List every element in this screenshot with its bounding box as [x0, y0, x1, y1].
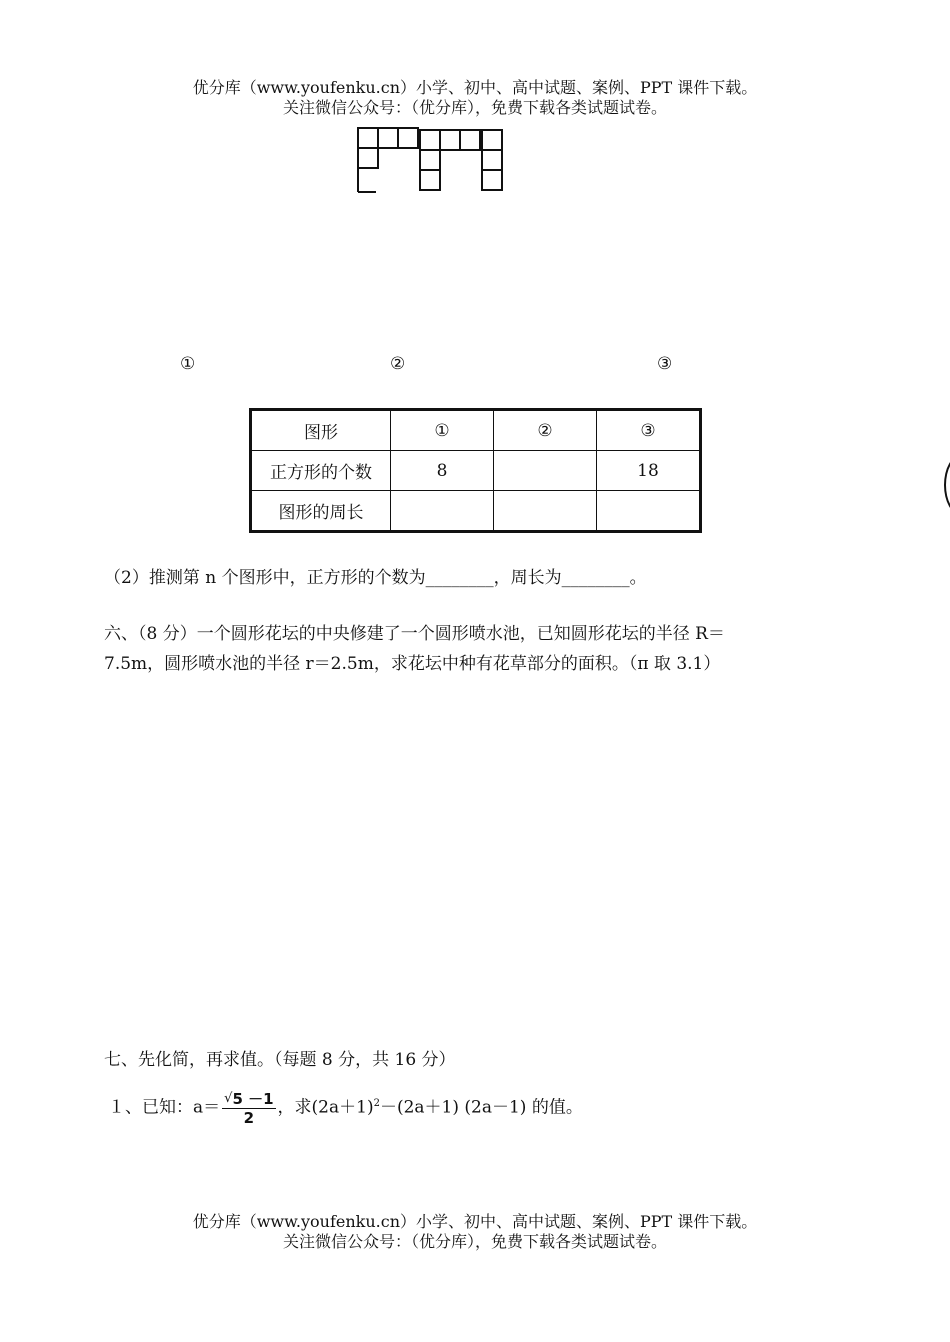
table-cell [597, 491, 701, 532]
table-row [251, 491, 701, 532]
pattern-square [420, 170, 440, 190]
question-7-item-1 [108, 1084, 583, 1128]
header-line-2: 关注微信公众号：（优分库），免费下载各类试题试卷。 [282, 98, 667, 117]
figure-label-1: ① [180, 354, 196, 374]
table-header-row [251, 410, 701, 451]
item-1-prefix: １、已知：a＝ [108, 1097, 221, 1118]
square-pattern-figure [350, 122, 510, 196]
table-header-cell: 图形 [251, 410, 391, 451]
table-row-label: 正方形的个数 [251, 451, 391, 491]
question-5-part-2: （2）推测第 n 个图形中，正方形的个数为________，周长为________。 [104, 568, 647, 588]
fraction-denominator: 2 [243, 1108, 255, 1127]
pattern-square [420, 130, 440, 150]
item-1-mid: ，求(2a＋1) [277, 1097, 374, 1118]
pattern-square [482, 130, 502, 150]
pattern-square [358, 148, 378, 168]
table-header-cell: ③ [597, 410, 701, 451]
table-header-cell: ① [391, 410, 494, 451]
pattern-square [398, 128, 418, 148]
question-6-line-1: 六、（8 分）一个圆形花坛的中央修建了一个圆形喷水池，已知圆形花坛的半径 R＝ [104, 624, 725, 644]
exponent: 2 [373, 1098, 380, 1109]
question-6-line-2: 7.5m，圆形喷水池的半径 r＝2.5m，求花坛中种有花草部分的面积。（π 取 3.1） [104, 654, 721, 674]
table-row-label: 图形的周长 [251, 491, 391, 532]
table-cell [494, 491, 597, 532]
figure-label-3: ③ [657, 354, 673, 374]
table-header-cell: ② [494, 410, 597, 451]
fraction-expression [222, 1090, 275, 1127]
pattern-square [420, 150, 440, 170]
table-cell [391, 491, 494, 532]
table-cell [494, 451, 597, 491]
header-line-1: 优分库（www.youfenku.cn）小学、初中、高中试题、案例、PPT 课件下载。 [192, 78, 758, 97]
table-cell: 18 [597, 451, 701, 491]
footer-line-1: 优分库（www.youfenku.cn）小学、初中、高中试题、案例、PPT 课件下载。 [192, 1212, 758, 1231]
question-7-title: 七、先化简，再求值。（每题 8 分，共 16 分） [104, 1050, 456, 1070]
pattern-square [378, 128, 398, 148]
figure-label-2: ② [390, 354, 406, 374]
pattern-square [440, 130, 460, 150]
sqrt-symbol: √ [224, 1090, 233, 1106]
pattern-square [358, 128, 378, 148]
table-cell: 8 [391, 451, 494, 491]
item-1-suffix: －(2a＋1) (2a－1) 的值。 [379, 1097, 583, 1118]
footer-line-2: 关注微信公众号：（优分库），免费下载各类试题试卷。 [282, 1232, 667, 1251]
margin-arc-decoration [944, 455, 950, 515]
table-row [251, 451, 701, 491]
pattern-square [482, 170, 502, 190]
pattern-square [460, 130, 480, 150]
pattern-stub [358, 168, 376, 192]
figure-data-table [249, 408, 702, 533]
numerator-text: 5 －1 [232, 1089, 274, 1108]
fraction-numerator [222, 1090, 275, 1109]
pattern-square [482, 150, 502, 170]
